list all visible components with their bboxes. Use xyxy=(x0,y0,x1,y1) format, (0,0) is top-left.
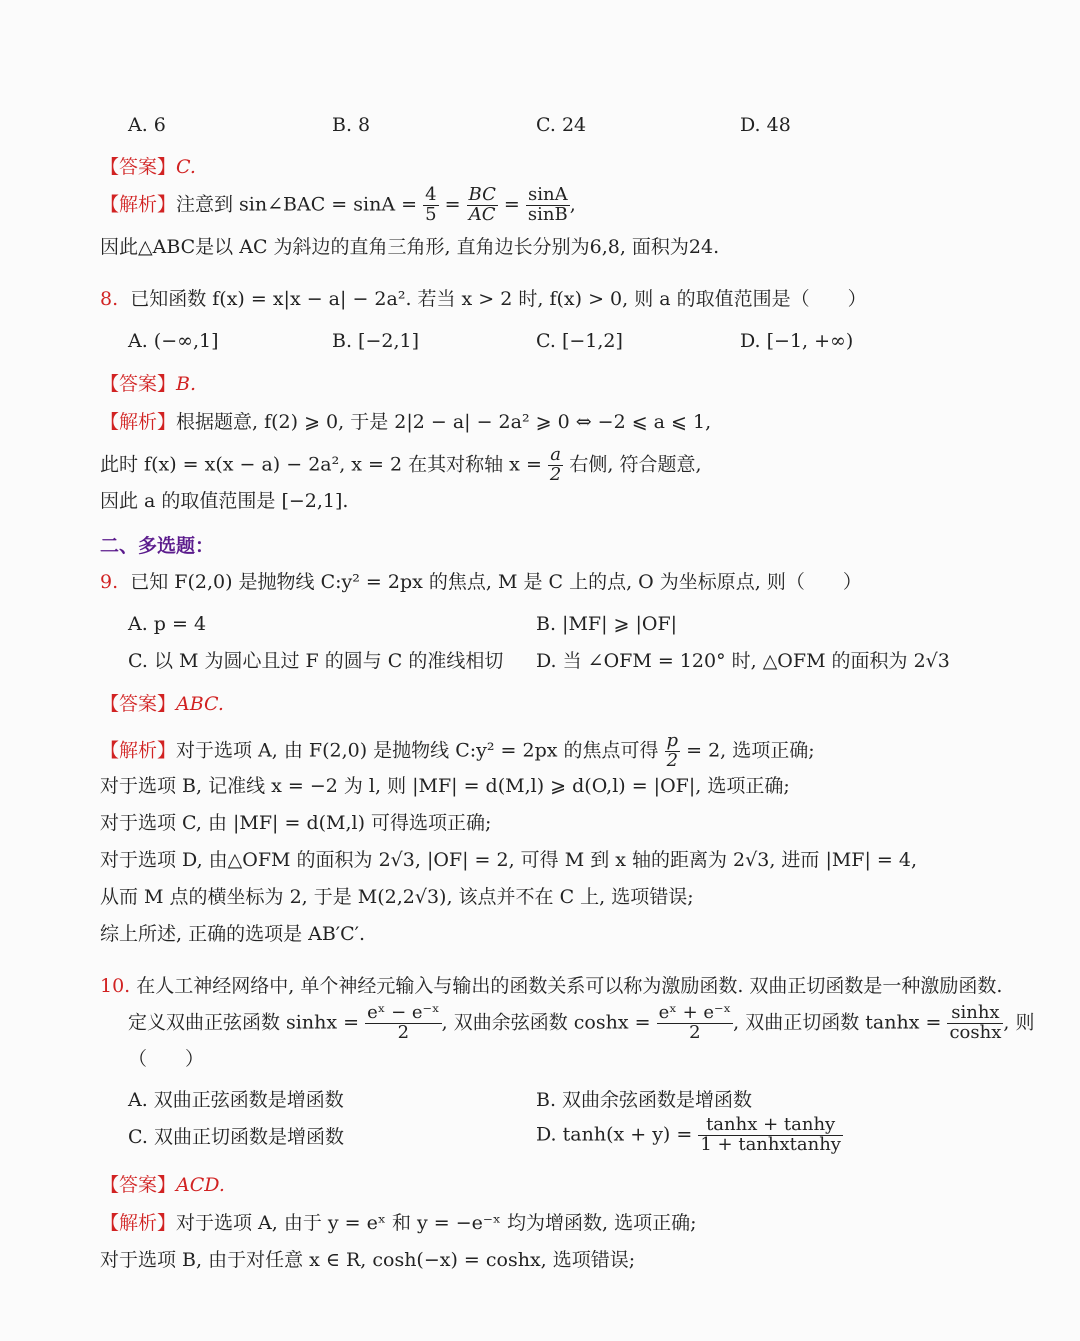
sinh-fraction: $\frac{\text{eˣ − e⁻ˣ}}{2}$ xyxy=(367,1002,440,1043)
q9-text: 已知 F(2,0) 是抛物线 C:y² = 2px 的焦点, M 是 C 上的点, O 为坐标原点, 则（ ） xyxy=(130,571,862,593)
q9-analysis-text: 对于选项 A, 由 F(2,0) 是抛物线 C:y² = 2px 的焦点可得 xyxy=(176,739,659,762)
q9-analysis-text: = 2, 选项正确; xyxy=(686,739,815,762)
q8-option-d: D. [−1, +∞) xyxy=(740,330,854,352)
q10-answer-blank: （ ） xyxy=(128,1048,205,1070)
q10-answer-value: ACD. xyxy=(176,1174,225,1196)
q10-answer xyxy=(100,1174,225,1197)
q8-analysis-line-1 xyxy=(100,411,711,434)
q8-answer xyxy=(100,373,196,396)
q7-options xyxy=(0,114,1080,140)
q8-options xyxy=(0,330,1080,356)
q10-text: 定义双曲正弦函数 sinhx = xyxy=(128,1011,360,1034)
q7-option-c: C. 24 xyxy=(536,114,587,136)
q10-analysis-text: 对于选项 A, 由于 y = eˣ 和 y = −e⁻ˣ 均为增函数, 选项正确; xyxy=(176,1212,697,1234)
q7-analysis-line-1 xyxy=(100,186,576,225)
tanh-sum-fraction: $\frac{\tanh x + \tanh y}{\text{1 + tanhxtanhy}}$ xyxy=(700,1114,841,1155)
q9-option-a: A. p = 4 xyxy=(128,613,207,635)
q9-option-b: B. |MF| ⩾ |OF| xyxy=(536,613,678,635)
q8-analysis-text: 根据题意, f(2) ⩾ 0, 于是 2|2 − a| − 2a² ⩾ 0 ⇔ −2 ⩽ a ⩽ 1, xyxy=(176,411,712,433)
q7-analysis-line-2: 因此△ABC是以 AC 为斜边的直角三角形, 直角边长分别为6,8, 面积为24. xyxy=(100,236,720,258)
q8-option-a: A. (−∞,1] xyxy=(128,330,219,352)
equals-sign: = xyxy=(503,193,520,216)
q7-analysis-text: 注意到 sin∠BAC = sinA = xyxy=(176,193,418,216)
analysis-label: 【解析】 xyxy=(100,411,177,433)
q10-analysis-line-2: 对于选项 B, 由于对任意 x ∈ R, cosh(−x) = coshx, 选项错误; xyxy=(100,1249,636,1271)
answer-label: 【答案】 xyxy=(100,373,177,395)
q8-answer-value: B. xyxy=(176,373,197,395)
q10-option-a: A. 双曲正弦函数是增函数 xyxy=(128,1089,344,1111)
tanh-fraction: $\frac{\sinh x}{\cosh x}$ xyxy=(949,1002,1002,1043)
q10-option-b: B. 双曲余弦函数是增函数 xyxy=(536,1089,753,1111)
q10-text: , 则 xyxy=(1003,1011,1035,1034)
q8-fraction: $\frac{a}{2}$ xyxy=(549,444,562,485)
q10-text: 在人工神经网络中, 单个神经元输入与输出的函数关系可以称为激励函数. 双曲正切函数是一种激励函数. xyxy=(136,975,1003,997)
q9-stem xyxy=(100,571,862,594)
q9-answer-value: ABC. xyxy=(176,693,224,715)
q7-option-b: B. 8 xyxy=(332,114,371,136)
q8-analysis-line-3: 因此 a 的取值范围是 [−2,1]. xyxy=(100,490,349,512)
q9-option-d: D. 当 ∠OFM = 120° 时, △OFM 的面积为 2√3 xyxy=(536,650,950,672)
q7-answer-value: C. xyxy=(176,156,196,178)
q9-analysis-line-5: 从而 M 点的横坐标为 2, 于是 M(2,2√3), 该点并不在 C 上, 选项错误; xyxy=(100,886,694,908)
answer-label: 【答案】 xyxy=(100,693,177,715)
cosh-fraction: $\frac{\text{eˣ + e⁻ˣ}}{2}$ xyxy=(658,1002,732,1043)
q7-comma: , xyxy=(569,193,576,216)
q8-analysis-line-2 xyxy=(100,446,702,485)
q9-answer xyxy=(100,693,224,716)
q10-text: , 双曲正切函数 tanhx = xyxy=(733,1011,942,1034)
q9-analysis-line-4: 对于选项 D, 由△OFM 的面积为 2√3, |OF| = 2, 可得 M 到 x 轴的距离为 2√3, 进而 |MF| = 4, xyxy=(100,849,918,871)
analysis-label: 【解析】 xyxy=(100,193,177,216)
answer-label: 【答案】 xyxy=(100,156,177,178)
q7-fraction-3: $\frac{\sin A}{\sin B}$ xyxy=(527,184,568,225)
q8-analysis-text: 此时 f(x) = x(x − a) − 2a², x = 2 在其对称轴 x = xyxy=(100,453,542,476)
q9-analysis-line-2: 对于选项 B, 记准线 x = −2 为 l, 则 |MF| = d(M,l) ⩾ d(O,l) = |OF|, 选项正确; xyxy=(100,775,790,797)
q9-analysis-line-1 xyxy=(100,732,815,771)
q9-analysis-line-6: 综上所述, 正确的选项是 AB′C′. xyxy=(100,923,366,945)
q8-number: 8. xyxy=(100,288,119,310)
q10-option-c: C. 双曲正切函数是增函数 xyxy=(128,1126,344,1148)
q10-stem-line-1 xyxy=(100,975,1002,998)
q10-stem-line-2 xyxy=(128,1004,1034,1043)
q7-option-d: D. 48 xyxy=(740,114,791,136)
q8-text: 已知函数 f(x) = x|x − a| − 2a². 若当 x > 2 时, f(x) > 0, 则 a 的取值范围是（ ） xyxy=(130,288,867,310)
equals-sign: = xyxy=(444,193,461,216)
q9-number: 9. xyxy=(100,571,119,593)
q8-option-c: C. [−1,2] xyxy=(536,330,623,352)
analysis-label: 【解析】 xyxy=(100,1212,177,1234)
q7-fraction-2: $\frac{BC}{AC}$ xyxy=(468,184,496,225)
answer-label: 【答案】 xyxy=(100,1174,177,1196)
q8-analysis-text: 右侧, 符合题意, xyxy=(569,453,702,476)
q10-option-d xyxy=(536,1116,843,1155)
q9-fraction: $\frac{p}{2}$ xyxy=(666,730,679,771)
q7-option-a: A. 6 xyxy=(128,114,166,136)
analysis-label: 【解析】 xyxy=(100,739,177,762)
section-title: 二、多选题： xyxy=(100,535,215,557)
q8-stem xyxy=(100,288,867,311)
q7-fraction-1: $\frac{4}{5}$ xyxy=(425,184,437,225)
q10-number: 10. xyxy=(100,975,131,997)
q9-analysis-line-3: 对于选项 C, 由 |MF| = d(M,l) 可得选项正确; xyxy=(100,812,492,834)
q9-option-c: C. 以 M 为圆心且过 F 的圆与 C 的准线相切 xyxy=(128,650,504,672)
q10-text: , 双曲余弦函数 coshx = xyxy=(441,1011,651,1034)
q10-analysis-line-1 xyxy=(100,1212,697,1235)
q8-option-b: B. [−2,1] xyxy=(332,330,420,352)
q10-option-d-text: D. tanh(x + y) = xyxy=(536,1123,693,1146)
q7-answer xyxy=(100,156,196,179)
